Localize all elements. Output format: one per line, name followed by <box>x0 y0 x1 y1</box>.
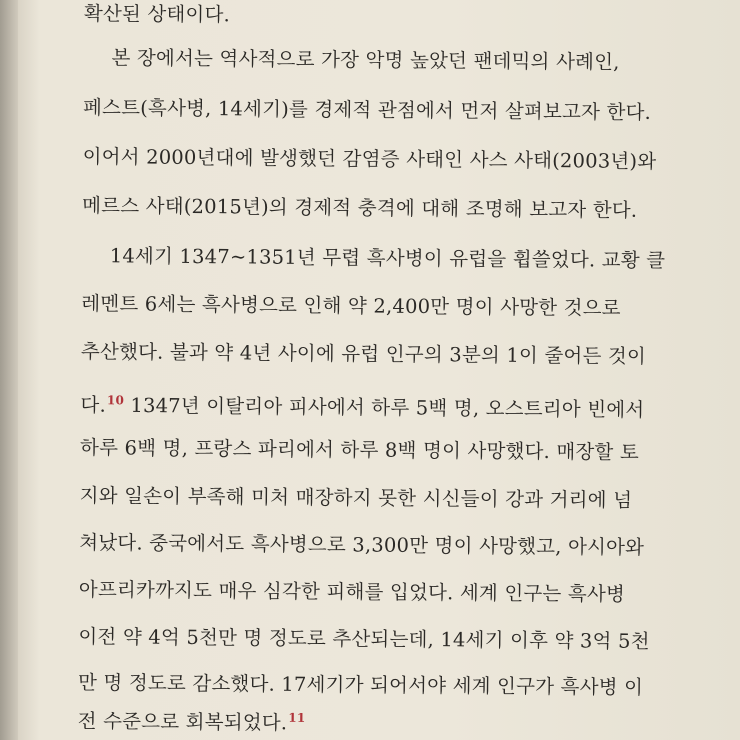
body-text <box>77 0 684 735</box>
line-text: 이전 약 4억 5천만 명 정도로 추산되는데, 14세기 이후 약 3억 5천 <box>78 624 650 653</box>
text-line <box>79 531 644 560</box>
text-line <box>82 194 637 223</box>
text-line <box>83 145 657 174</box>
line-text: 확산된 상태이다. <box>83 1 231 27</box>
text-line <box>81 340 646 369</box>
text-line <box>80 436 639 465</box>
line-text: 다. <box>80 393 107 417</box>
line-text: 이어서 2000년대에 발생했던 감염증 사태인 사스 사태(2003년)와 <box>82 144 657 173</box>
line-text: 페스트(흑사병, 14세기)를 경제적 관점에서 먼저 살펴보고자 한다. <box>82 95 652 124</box>
line-text: 메르스 사태(2015년)의 경제적 충격에 대해 조명해 보고자 한다. <box>82 193 638 222</box>
line-text: 14세기 1347~1351년 무렵 흑사병이 유럽을 휩쓸었다. 교황 클 <box>109 244 666 273</box>
text-line <box>78 625 649 654</box>
text-line <box>83 96 651 125</box>
footnote-marker[interactable]: 10 <box>106 393 125 408</box>
paragraph-start-line <box>110 244 666 273</box>
page-gutter-shadow <box>0 0 18 740</box>
line-text: 레멘트 6세는 흑사병으로 인해 약 2,400만 명이 사망한 것으로 <box>81 291 621 320</box>
line-text: 전 수준으로 회복되었다. <box>77 709 288 735</box>
line-text: 1347년 이탈리아 피사에서 하루 5백 명, 오스트리아 빈에서 <box>123 393 645 422</box>
line-text: 하루 6백 명, 프랑스 파리에서 하루 8백 명이 사망했다. 매장할 토 <box>79 435 640 464</box>
line-text: 지와 일손이 부족해 미처 매장하지 못한 시신들이 강과 거리에 넘 <box>79 483 633 512</box>
paragraph-start-line <box>111 46 619 74</box>
text-line <box>81 292 621 321</box>
line-text: 쳐났다. 중국에서도 흑사병으로 3,300만 명이 사망했고, 아시아와 <box>79 530 645 559</box>
text-line <box>78 704 306 735</box>
text-line <box>78 671 643 700</box>
text-line <box>80 484 633 513</box>
text-line <box>79 578 625 607</box>
text-line <box>84 2 230 27</box>
text-line <box>80 388 644 422</box>
line-text: 만 명 정도로 감소했다. 17세기가 되어서야 세계 인구가 흑사병 이 <box>77 670 644 699</box>
line-text: 아프리카까지도 매우 심각한 피해를 입었다. 세계 인구는 흑사병 <box>78 577 626 606</box>
footnote-marker[interactable]: 11 <box>288 710 306 725</box>
line-text: 본 장에서는 역사적으로 가장 악명 높았던 팬데믹의 사례인, <box>111 46 620 74</box>
line-text: 추산했다. 불과 약 4년 사이에 유럽 인구의 3분의 1이 줄어든 것이 <box>80 339 647 368</box>
